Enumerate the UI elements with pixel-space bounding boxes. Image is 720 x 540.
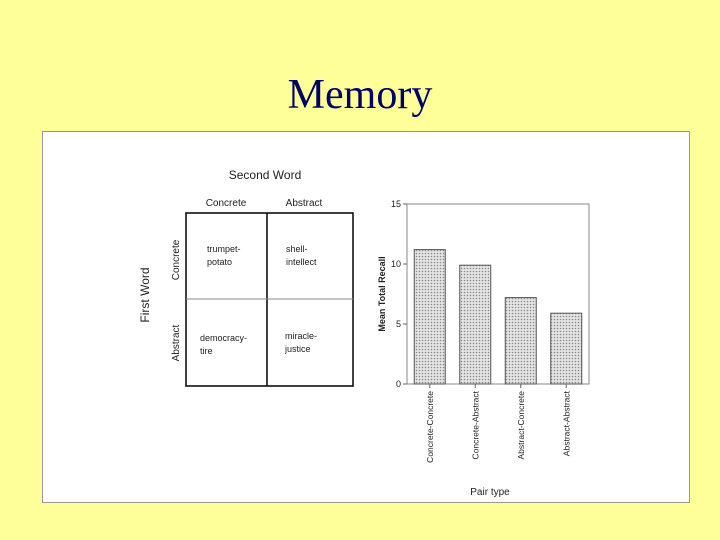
cell-abstract-abstract-line2: justice [285, 344, 311, 354]
cell-abstract-concrete-line1: democracy- [200, 333, 248, 343]
bar-abstract-concrete [505, 298, 536, 384]
bar-concrete-concrete [414, 250, 445, 384]
cell-concrete-concrete-line1: trumpet- [207, 244, 241, 254]
recall-bar-chart [43, 132, 691, 504]
cell-abstract-concrete-line2: tire [200, 346, 213, 356]
bar-concrete-abstract [460, 265, 491, 384]
y-axis-label: Mean Total Recall [377, 256, 387, 332]
y-tick-label: 5 [395, 319, 401, 329]
bar-abstract-abstract [551, 313, 582, 384]
x-tick-label: Concrete-Abstract [470, 391, 481, 460]
x-tick-label: Abstract-Concrete [515, 391, 526, 460]
cell-concrete-abstract-line2: intellect [286, 257, 317, 267]
x-tick-label: Concrete-Concrete [424, 391, 435, 463]
second-word-label: Second Word [228, 168, 302, 182]
row-label-concrete: Concrete [171, 239, 182, 281]
first-word-label: First Word [138, 267, 152, 323]
figure-panel [42, 131, 690, 503]
slide-title: Memory [287, 72, 433, 118]
y-tick-label: 10 [390, 259, 401, 269]
col-label-abstract: Abstract [285, 198, 323, 209]
cell-concrete-concrete-line2: potato [207, 257, 233, 267]
row-label-abstract: Abstract [171, 324, 182, 362]
x-axis-label: Pair type [470, 487, 510, 498]
cell-concrete-abstract-line1: shell- [286, 244, 308, 254]
y-tick-label: 0 [395, 379, 401, 389]
cell-abstract-abstract-line1: miracle- [285, 331, 318, 341]
x-tick-label: Abstract-Abstract [561, 391, 572, 457]
col-label-concrete: Concrete [205, 198, 247, 209]
y-tick-label: 15 [390, 199, 401, 209]
